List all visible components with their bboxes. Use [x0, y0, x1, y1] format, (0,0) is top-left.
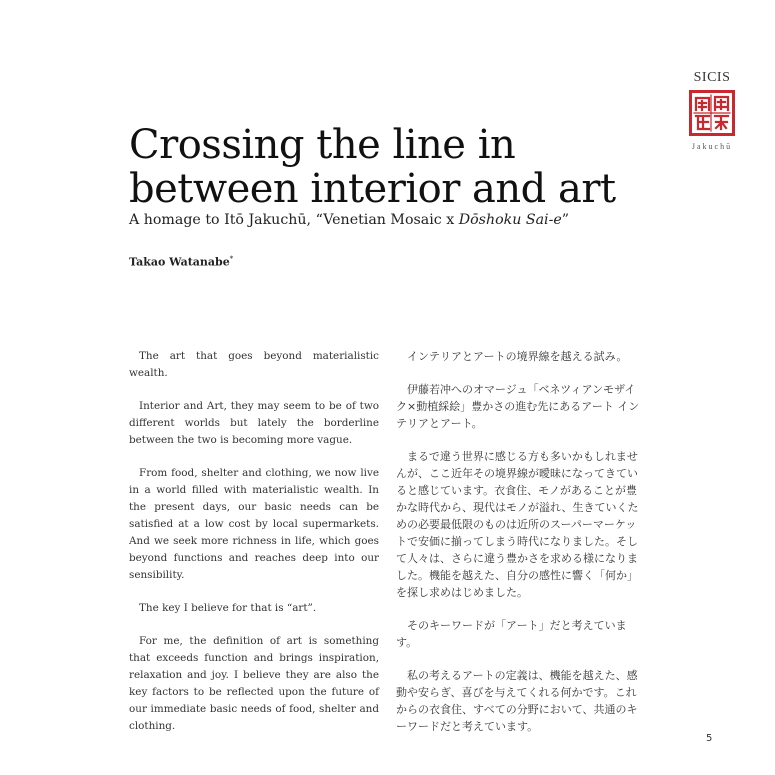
- subtitle-italic: Dōshoku Sai-e: [458, 212, 562, 228]
- author-footnote-mark: *: [229, 255, 234, 263]
- title-line-1: Crossing the line in: [129, 122, 516, 168]
- japanese-column: [396, 348, 646, 751]
- japanese-paragraph: インテリアとアートの境界線を越える試み。: [407, 350, 628, 363]
- japanese-paragraph: 伊藤若冲へのオマージュ「ベネツィアンモザイク×動植綵絵」豊かさの進む先にあるアート インテリアとアート。: [396, 383, 640, 430]
- logo-caption: Jakuchū: [691, 142, 733, 151]
- page-number: 5: [706, 733, 713, 744]
- japanese-paragraph: 私の考えるアートの定義は、機能を越えた、感動や安らぎ、喜びを与えてくれる何かです。これからの衣食住、すべての分野において、共通のキーワードだと考えています。: [396, 669, 638, 733]
- subtitle-prefix: A homage to Itō Jakuchū, “Venetian Mosaic x: [129, 212, 459, 228]
- red-seal-stamp-icon: [689, 90, 735, 136]
- article-title: [129, 123, 669, 211]
- english-paragraph: Interior and Art, they may seem to be of two different worlds but lately the borderline between the two is becoming more vague.: [129, 400, 379, 446]
- title-line-2: between interior and art: [129, 166, 616, 212]
- author-byline: [129, 255, 233, 269]
- japanese-paragraph: まるで違う世界に感じる方も多いかもしれませんが、ここ近年その境界線が曖昧になってきていると感じています。衣食住、モノがあることが豊かな時代から、現代はモノが溢れ、生きていくための必要最低限のものは近所のスーパーマーケットで安価に揃ってしまう時代になりました。そして人々は、さらに違う豊かさを求める様になりました。機能を越えた、自分の感性に響く「何か」を探し求めはじめました。: [396, 450, 639, 599]
- brand-name: SICIS: [693, 70, 731, 85]
- subtitle-suffix: ”: [561, 212, 570, 228]
- sicis-logo: [672, 70, 752, 151]
- english-column: [129, 348, 379, 751]
- english-paragraph: For me, the definition of art is something that exceeds function and brings inspiration, relaxation and joy. I believe they are also the key factors to be reflected upon the future of our immediate basic needs of food, shelter and clothing.: [129, 635, 379, 732]
- article-subtitle: [129, 212, 569, 228]
- english-paragraph: The art that goes beyond materialistic wealth.: [129, 350, 379, 379]
- english-paragraph: The key I believe for that is “art”.: [139, 602, 317, 614]
- author-name: Takao Watanabe: [129, 255, 230, 269]
- japanese-paragraph: そのキーワードが「アート」だと考えています。: [396, 619, 627, 649]
- english-paragraph: From food, shelter and clothing, we now live in a world filled with materialistic wealth. In the present days, our basic needs can be satisfied at a low cost by local supermarkets. And we seek more richness in life, which goes beyond functions and reaches deep into our sensibility.: [129, 467, 379, 581]
